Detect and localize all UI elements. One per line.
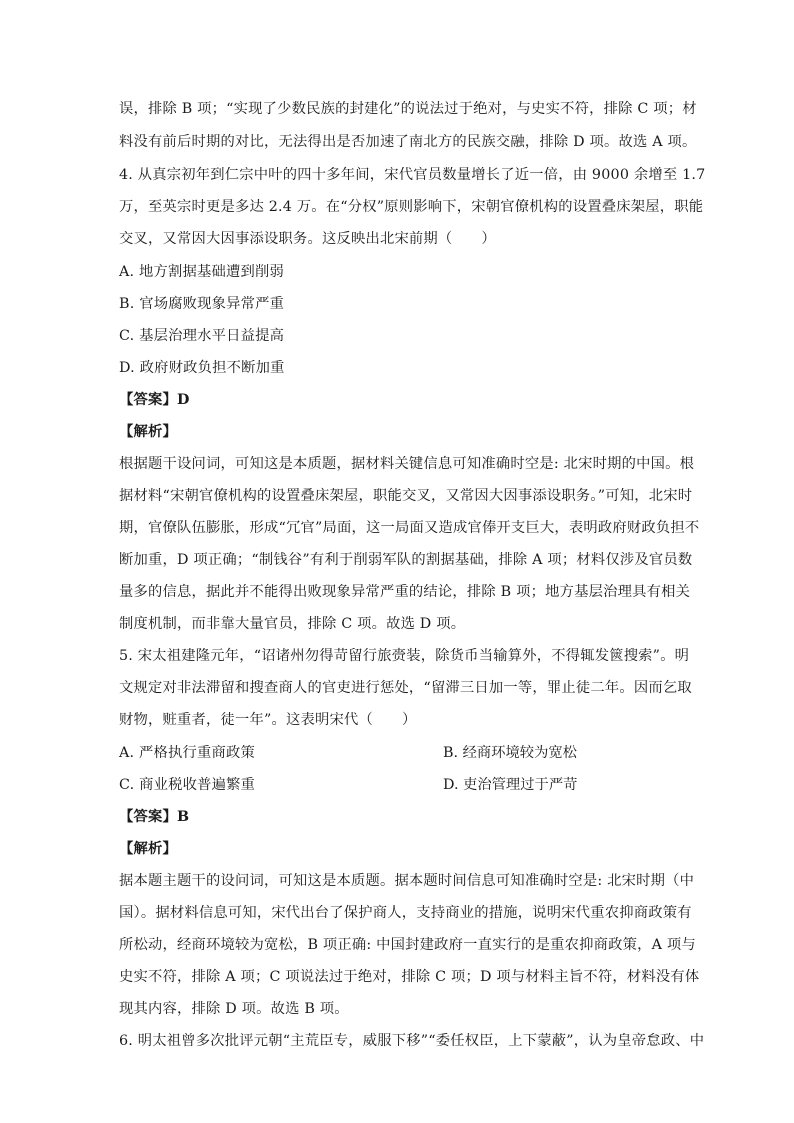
q6-stem-line-1: 6. 明太祖曾多次批评元朝“主荒臣专，威服下移”“委任权臣，上下蒙蔽”，认为皇帝怠政、中 (119, 1033, 705, 1049)
q4-option-c: C. 基层治理水平日益提高 (119, 328, 285, 344)
q4-analysis-line-5: 量多的信息，据此并不能得出败现象异常严重的结论，排除 B 项；地方基层治理具有相关 (119, 584, 691, 600)
q5-option-b: B. 经商环境较为宽松 (443, 745, 577, 761)
q5-option-a: A. 严格执行重商政策 (119, 745, 255, 761)
q4-stem-line-1: 4. 从真宗初年到仁宗中叶的四十多年间，宋代官员数量增长了近一倍，由 9000 余增至 1.7 (119, 167, 706, 183)
q4-stem-line-3: 交叉，又常因大因事添设职务。这反映出北宋前期（ ） (119, 231, 496, 247)
q4-analysis-line-4: 断加重，D 项正确；“制钱谷”有利于削弱军队的割据基础，排除 A 项；材料仅涉及官员数 (119, 552, 693, 568)
q5-stem-line-3: 财物，赃重者，徒一年”。这表明宋代（ ） (119, 712, 417, 728)
q5-option-d: D. 吏治管理过于严苛 (443, 777, 578, 793)
q5-analysis-line-2: 国）。据材料信息可知，宋代出台了保护商人，支持商业的措施，说明宋代重农抑商政策有 (119, 905, 692, 921)
q5-analysis-line-5: 现其内容，排除 D 项。故选 B 项。 (119, 1001, 349, 1017)
q4-analysis-line-3: 期，官僚队伍膨胀，形成“冗官”局面，这一局面又造成官俸开支巨大，表明政府财政负担不 (119, 520, 700, 536)
q5-stem-line-2: 文规定对非法滞留和搜查商人的官吏进行惩处，“留滞三日加一等，罪止徒二年。因而乞取 (119, 680, 692, 696)
q5-option-c: C. 商业税收普遍繁重 (119, 777, 256, 793)
carryover-line-2: 料没有前后时期的对比，无法得出是否加速了南北方的民族交融，排除 D 项。故选 A 项。 (119, 134, 697, 150)
q4-analysis-line-2: 据材料“宋朝官僚机构的设置叠床架屋，职能交叉，又常因大因事添设职务。”可知，北宋时 (119, 488, 693, 504)
q5-analysis-line-3: 所松动，经商环境较为宽松，B 项正确: 中国封建政府一直实行的是重农抑商政策，A 项与 (119, 937, 696, 953)
q5-answer: 【答案】B (119, 809, 190, 825)
q4-answer: 【答案】D (119, 392, 190, 408)
q5-analysis-heading: 【解析】 (119, 841, 177, 857)
q4-analysis-heading: 【解析】 (119, 424, 177, 440)
q5-analysis-line-4: 史实不符，排除 A 项；C 项说法过于绝对，排除 C 项；D 项与材料主旨不符，材料没有体 (119, 969, 700, 985)
q4-option-b: B. 官场腐败现象异常严重 (119, 296, 285, 312)
q4-option-d: D. 政府财政负担不断加重 (119, 360, 285, 376)
q4-analysis-line-6: 制度机制，而非靠大量官员，排除 C 项。故选 D 项。 (119, 616, 466, 632)
q4-analysis-line-1: 根据题干设问词，可知这是本质题，据材料关键信息可知准确时空是: 北宋时期的中国。根 (119, 456, 695, 472)
q4-stem-line-2: 万，至英宗时更是多达 2.4 万。在“分权”原则影响下，宋朝官僚机构的设置叠床架屋，职能 (119, 199, 704, 215)
q4-option-a: A. 地方割据基础遭到削弱 (119, 264, 284, 280)
carryover-line-1: 误，排除 B 项；“实现了少数民族的封建化”的说法过于绝对，与史实不符，排除 C 项；材 (119, 101, 697, 117)
q5-analysis-line-1: 据本题主题干的设问词，可知这是本质题。据本题时间信息可知准确时空是: 北宋时期（中 (119, 873, 695, 889)
q5-stem-line-1: 5. 宋太祖建隆元年，“诏诸州勿得苛留行旅赍装，除货币当输算外，不得辄发篋搜索”。明 (119, 648, 690, 664)
